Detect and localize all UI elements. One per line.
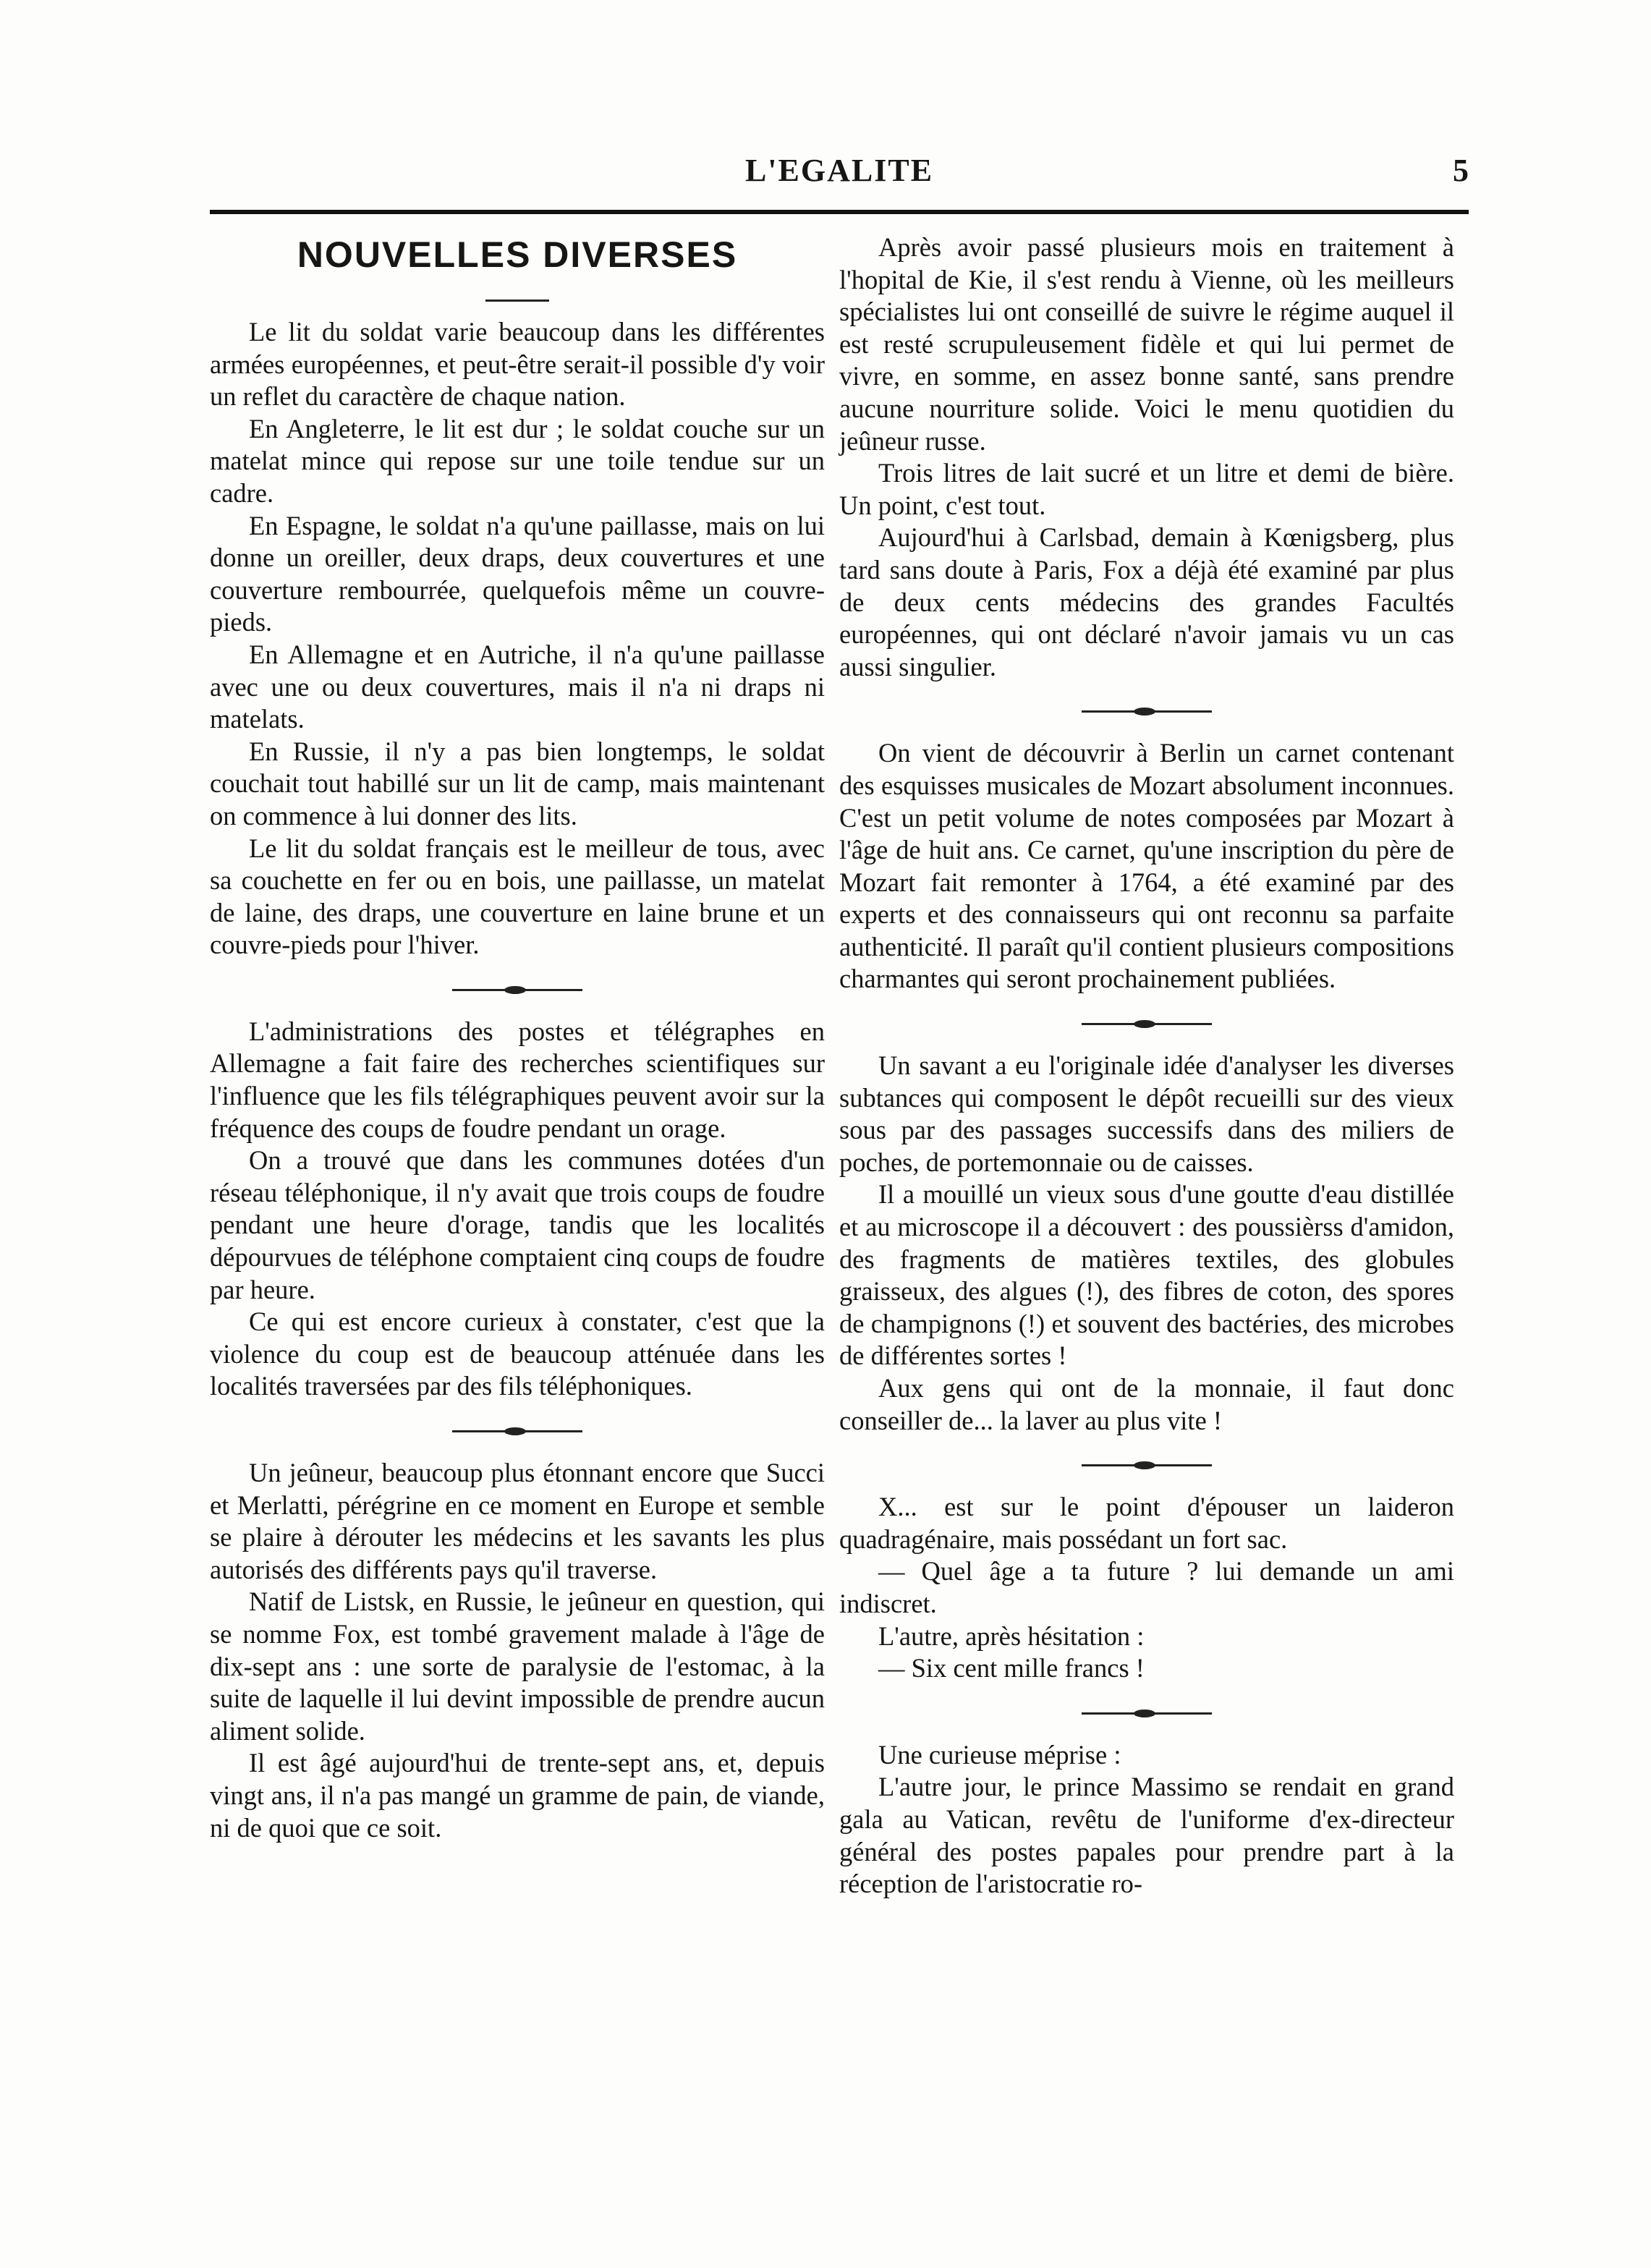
paragraph: Le lit du soldat varie beaucoup dans les différentes armées européennes, et peut-être serait-il possible d'y voir un reflet du caractère de chaque nation. <box>210 317 825 412</box>
paragraph: Ce qui est encore curieux à constater, c'est que la violence du coup est de beaucoup atténuée dans les localités traversées par des fils téléphoniques. <box>210 1307 825 1401</box>
paragraph: Un savant a eu l'originale idée d'analyser les diverses subtances qui composent le dépôt recueilli sur des vieux sous par des passages successifs dans des miliers de poches, de portemonnaie ou de caisses. <box>839 1050 1454 1177</box>
paragraph: Une curieuse méprise : <box>878 1739 1121 1770</box>
paragraph: Il est âgé aujourd'hui de trente-sept ans, et, depuis vingt ans, il n'a pas mangé un gramme de pain, de viande, ni de quoi que ce soit. <box>210 1748 825 1843</box>
paragraph: L'autre, après hésitation : <box>878 1621 1145 1651</box>
paragraph: — Quel âge a ta future ? lui demande un ami indiscret. <box>839 1556 1454 1618</box>
article-faster <box>210 1457 825 1844</box>
article-separator <box>1082 1464 1212 1466</box>
left-column <box>210 232 825 1844</box>
article-separator <box>452 1430 582 1432</box>
article-faster-continued <box>839 232 1454 683</box>
paragraph: On a trouvé que dans les communes dotées d'un réseau téléphonique, il n'y avait que trois coups de foudre pendant une heure d'orage, tandis que les localités dépourvues de téléphone comptaient cinq coups de foudre par heure. <box>210 1145 825 1304</box>
paragraph: Aujourd'hui à Carlsbad, demain à Kœnigsberg, plus tard sans doute à Paris, Fox a déjà été examiné par plus de deux cents médecins des grandes Facultés européennes, qui ont déclaré n'avoir jamais vu un cas aussi singulier. <box>839 522 1454 681</box>
paragraph: X... est sur le point d'épouser un laideron quadragénaire, mais possédant un fort sac. <box>839 1492 1454 1554</box>
paragraph: En Russie, il n'y a pas bien longtemps, le soldat couchait tout habillé sur un lit de camp, mais maintenant on commence à lui donner des lits. <box>210 736 825 831</box>
paragraph: En Angleterre, le lit est dur ; le soldat couche sur un matelat mince qui repose sur une toile tendue sur un cadre. <box>210 413 825 508</box>
paragraph: Un jeûneur, beaucoup plus étonnant encore que Succi et Merlatti, pérégrine en ce moment en Europe et semble se plaire à dérouter les médecins et les savants les plus autorisés des différents pays qu'il traverse. <box>210 1458 825 1584</box>
article-separator <box>1082 1712 1212 1715</box>
paragraph: — Six cent mille francs ! <box>878 1653 1145 1683</box>
article-coins <box>839 1050 1454 1437</box>
article-anecdote <box>839 1491 1454 1685</box>
page-number: 5 <box>1453 153 1469 188</box>
article-soldier-beds <box>210 316 825 961</box>
article-separator <box>1082 710 1212 713</box>
paragraph: L'autre jour, le prince Massimo se rendait en grand gala au Vatican, revêtu de l'uniforme d'ex-directeur général des postes papales pour prendre part à la réception de l'aristocratie ro- <box>839 1772 1454 1899</box>
article-telegraph-lightning <box>210 1016 825 1403</box>
article-mozart <box>839 737 1454 995</box>
title-dash <box>485 300 549 302</box>
journal-title: L'EGALITE <box>744 153 934 188</box>
paragraph: Aux gens qui ont de la monnaie, il faut donc conseiller de... la laver au plus vite ! <box>839 1373 1454 1435</box>
page-header <box>210 152 1469 203</box>
paragraph: Le lit du soldat français est le meilleur de tous, avec sa couchette en fer ou en bois, une paillasse, un matelat de laine, des draps, une couverture en laine brune et un couvre-pieds pour l'hiver. <box>210 833 825 960</box>
paragraph: En Espagne, le soldat n'a qu'une paillasse, mais on lui donne un oreiller, deux draps, deux couvertures et une couverture rembourrée, quelquefois même un couvre-pieds. <box>210 510 825 637</box>
header-rule <box>210 210 1469 214</box>
paragraph: On vient de découvrir à Berlin un carnet contenant des esquisses musicales de Mozart absolument inconnues. C'est un petit volume de notes composées par Mozart à l'âge de huit ans. Ce carnet, qu'une inscription du père de Mozart fait remonter à 1764, a été examiné par des experts et des connaisseurs qui ont reconnu sa parfaite authenticité. Il paraît qu'il contient plusieurs compositions charmantes qui seront prochainement publiées. <box>839 738 1454 994</box>
paragraph: Natif de Listsk, en Russie, le jeûneur en question, qui se nomme Fox, est tombé gravement malade à l'âge de dix-sept ans : une sorte de paralysie de l'estomac, à la suite de laquelle il lui devint impossible de prendre aucun aliment solide. <box>210 1587 825 1746</box>
right-column <box>839 232 1454 1900</box>
paragraph: Après avoir passé plusieurs mois en traitement à l'hopital de Kie, il s'est rendu à Vienne, où les meilleurs spécialistes lui ont conseillé de suivre le régime auquel il est resté scrupuleusement fidèle et qui lui permet de vivre, en somme, en assez bonne santé, sans prendre aucune nourriture solide. Voici le menu quotidien du jeûneur russe. <box>839 232 1454 456</box>
section-title: NOUVELLES DIVERSES <box>297 234 738 275</box>
paragraph: L'administrations des postes et télégraphes en Allemagne a fait faire des recherches scientifiques sur l'influence que les fils télégraphiques peuvent avoir sur la fréquence des coups de foudre pendant un orage. <box>210 1016 825 1143</box>
paragraph: Trois litres de lait sucré et un litre et demi de bière. Un point, c'est tout. <box>839 458 1454 520</box>
paragraph: Il a mouillé un vieux sous d'une goutte d'eau distillée et au microscope il a découvert : des poussièrss d'amidon, des fragments de matières textiles, des globules graisseux, des algues (!), des fibres de coton, des spores de champignons (!) et souvent des bactéries, des microbes de différentes sortes ! <box>839 1179 1454 1371</box>
paragraph: En Allemagne et en Autriche, il n'a qu'une paillasse avec une ou deux couvertures, mais il n'a ni draps ni matelats. <box>210 639 825 734</box>
article-separator <box>452 989 582 991</box>
article-separator <box>1082 1023 1212 1025</box>
article-massimo <box>839 1739 1454 1900</box>
